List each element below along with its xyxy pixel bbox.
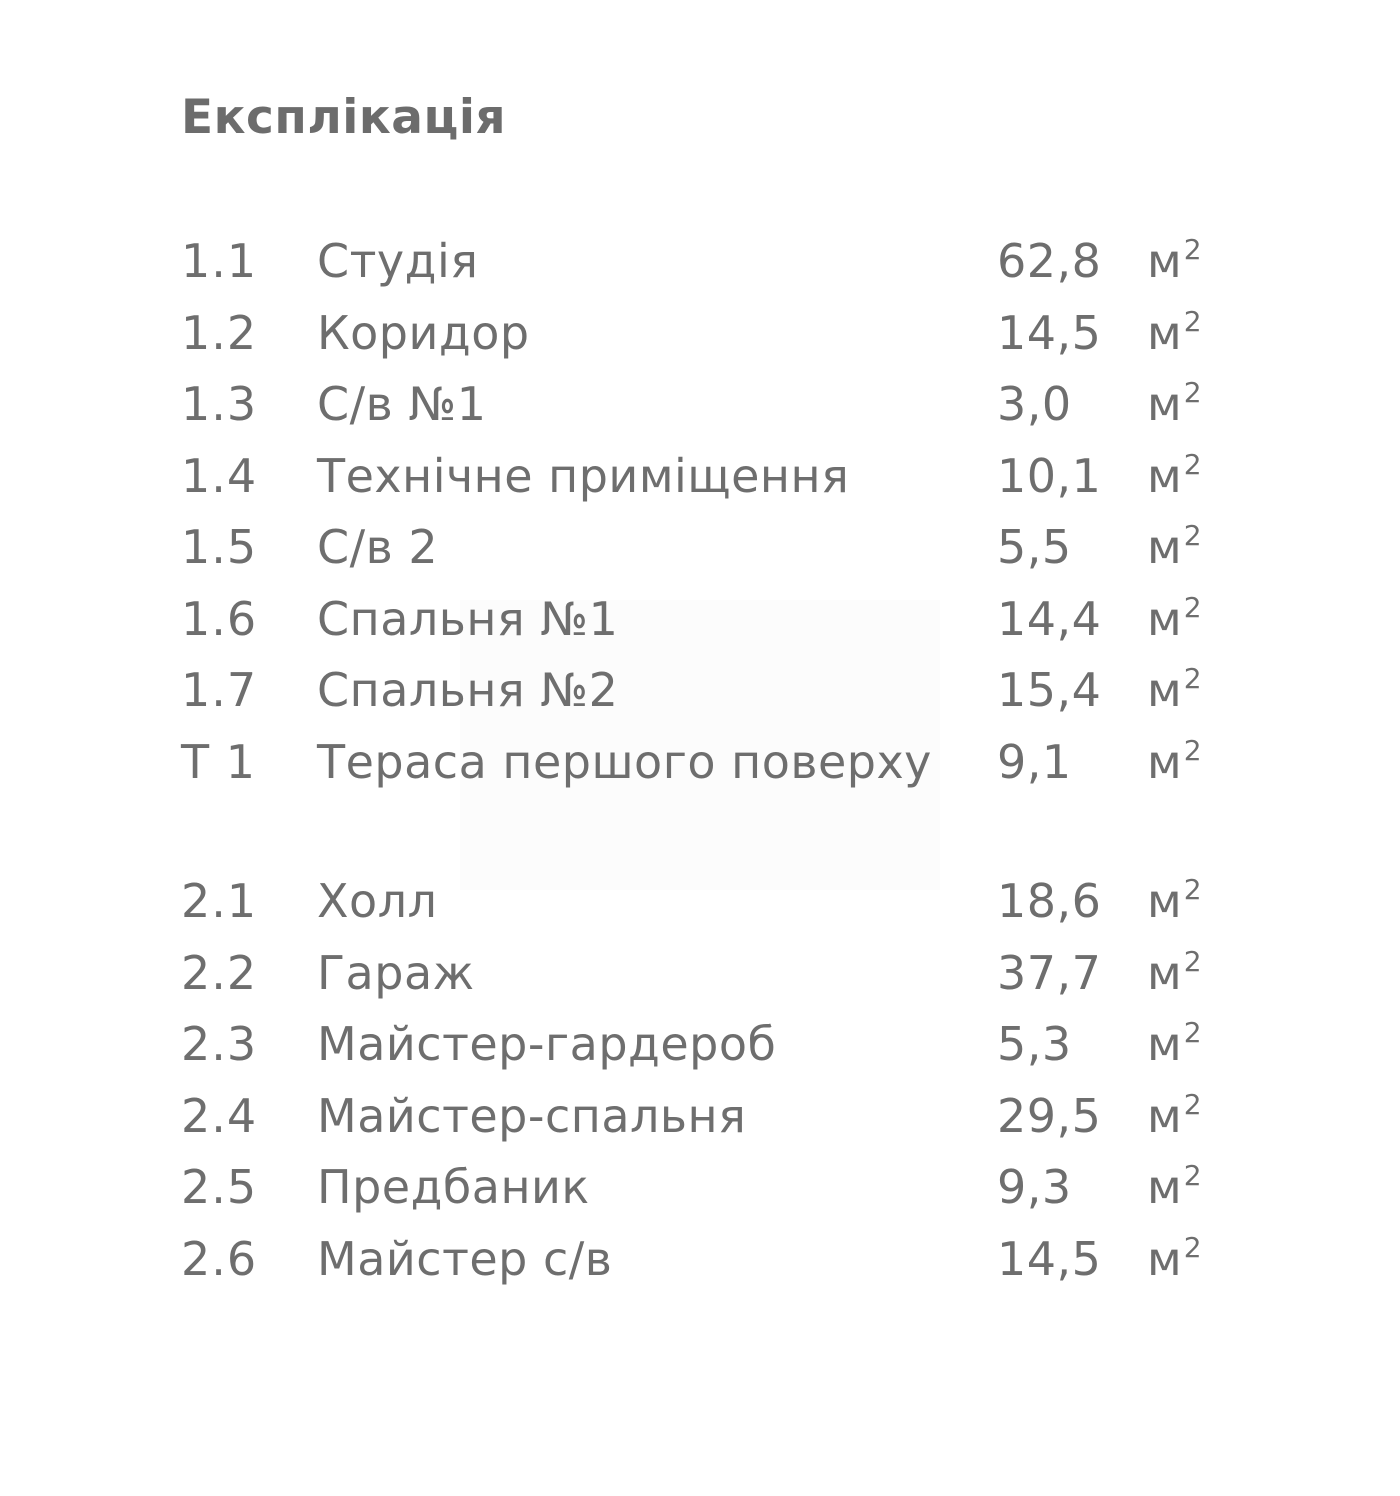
room-row — [181, 655, 1221, 727]
area-unit: $м^2$ — [1147, 944, 1202, 1000]
room-area: 37,7 — [997, 945, 1102, 1000]
area-unit: $м^2$ — [1147, 304, 1202, 360]
room-code: 1.4 — [181, 448, 258, 503]
room-area: 29,5 — [997, 1088, 1102, 1143]
room-name: С/в №1 — [317, 377, 487, 431]
room-area: 9,1 — [997, 734, 1072, 789]
room-area: 14,5 — [997, 305, 1102, 360]
room-name: Коридор — [317, 305, 530, 360]
room-row — [181, 1081, 1221, 1153]
room-row — [181, 938, 1221, 1010]
area-unit: $м^2$ — [1147, 1087, 1202, 1143]
room-area: 15,4 — [997, 663, 1102, 717]
room-code: 1.5 — [181, 520, 258, 574]
room-name: Студія — [317, 234, 479, 288]
room-area: 14,5 — [997, 1231, 1102, 1286]
room-code: Т 1 — [181, 734, 256, 789]
room-area: 5,3 — [997, 1017, 1072, 1071]
area-unit: $м^2$ — [1147, 376, 1202, 431]
room-area: 3,0 — [997, 377, 1072, 431]
room-name: Холл — [317, 874, 438, 928]
room-area: 9,3 — [997, 1160, 1072, 1214]
area-unit: $м^2$ — [1147, 873, 1202, 928]
room-code: 1.3 — [181, 377, 258, 431]
area-unit: $м^2$ — [1147, 662, 1202, 717]
room-name: Спальня №2 — [317, 663, 619, 717]
room-code: 2.1 — [181, 874, 258, 928]
area-unit: $м^2$ — [1147, 733, 1202, 789]
room-row — [181, 1009, 1221, 1081]
room-row — [181, 298, 1221, 370]
room-name: Майстер с/в — [317, 1231, 613, 1286]
room-row — [181, 369, 1221, 441]
room-row — [181, 441, 1221, 513]
room-name: Технічне приміщення — [317, 448, 850, 503]
area-unit: $м^2$ — [1147, 447, 1202, 503]
room-code: 1.7 — [181, 663, 258, 717]
room-code: 2.3 — [181, 1017, 258, 1071]
area-unit: $м^2$ — [1147, 590, 1202, 646]
room-code: 2.4 — [181, 1088, 258, 1143]
room-area: 18,6 — [997, 874, 1102, 928]
room-row — [181, 1224, 1221, 1296]
room-code: 1.2 — [181, 305, 258, 360]
room-name: Предбаник — [317, 1160, 590, 1214]
room-area: 62,8 — [997, 234, 1102, 288]
room-code: 2.2 — [181, 945, 258, 1000]
area-unit: $м^2$ — [1147, 1159, 1202, 1214]
room-code: 2.5 — [181, 1160, 258, 1214]
area-unit: $м^2$ — [1147, 1230, 1202, 1286]
room-area: 14,4 — [997, 591, 1102, 646]
room-row — [181, 727, 1221, 799]
room-name: Майстер-гардероб — [317, 1017, 777, 1071]
room-name: С/в 2 — [317, 520, 439, 574]
room-row — [181, 226, 1221, 298]
room-area: 5,5 — [997, 520, 1072, 574]
area-unit: $м^2$ — [1147, 519, 1202, 574]
room-name: Тераса першого поверху — [317, 734, 932, 789]
area-unit: $м^2$ — [1147, 233, 1202, 288]
room-row — [181, 512, 1221, 584]
room-row — [181, 1152, 1221, 1224]
room-name: Гараж — [317, 945, 475, 1000]
room-row — [181, 584, 1221, 656]
room-area: 10,1 — [997, 448, 1102, 503]
area-unit: $м^2$ — [1147, 1016, 1202, 1071]
second-floor-room-list — [181, 866, 1221, 1295]
room-code: 1.6 — [181, 591, 258, 646]
room-code: 1.1 — [181, 234, 258, 288]
room-row — [181, 866, 1221, 938]
room-code: 2.6 — [181, 1231, 258, 1286]
page-title: Експлікація — [181, 90, 507, 145]
room-name: Спальня №1 — [317, 591, 619, 646]
first-floor-room-list — [181, 226, 1221, 798]
room-name: Майстер-спальня — [317, 1088, 747, 1143]
